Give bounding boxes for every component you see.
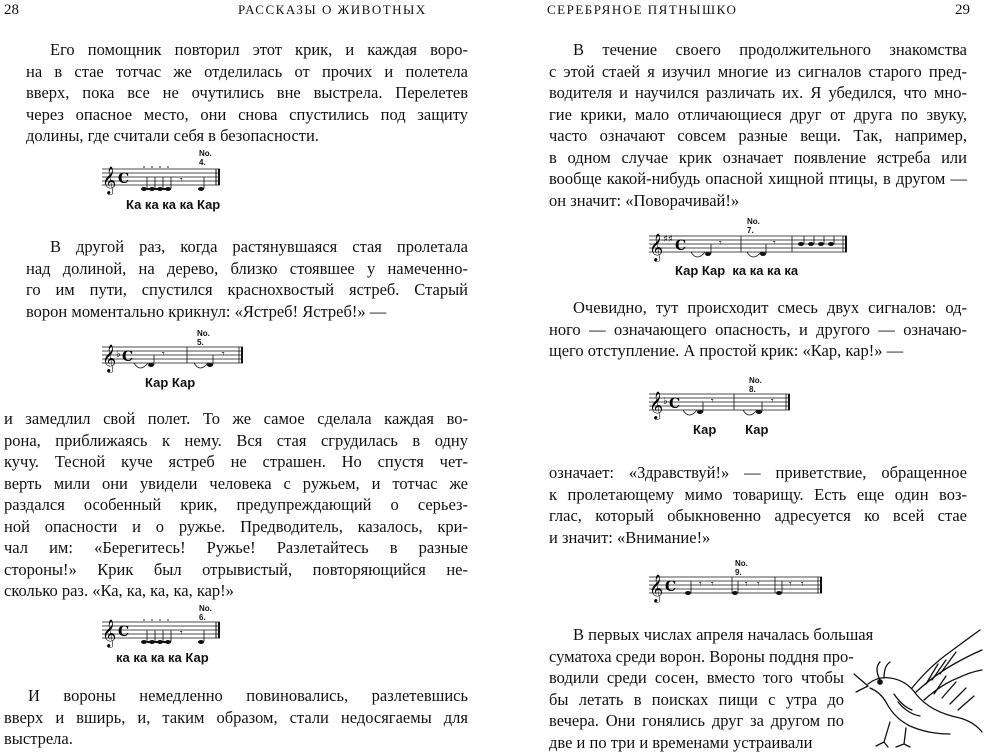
syllables: Ка ка ка ка Кар bbox=[126, 197, 220, 212]
syllables: Кар Кар bbox=[693, 422, 768, 437]
text-line: над долиной, на дерево, близко стоявшее у намеченно- bbox=[26, 258, 468, 280]
text-line: и замедлил свой полет. То же самое сделала каждая во- bbox=[4, 408, 468, 430]
running-head: СЕРЕБРЯНОЕ ПЯТНЫШКО bbox=[547, 2, 737, 18]
text-line: суматоха среди ворон. Вороны поддня про- bbox=[549, 646, 844, 668]
svg-text:𝄾: 𝄾 bbox=[771, 396, 774, 407]
text-line: стороны!» Крик был отрывистый, повторяющийся не- bbox=[4, 559, 468, 581]
page-number: 28 bbox=[4, 2, 19, 19]
svg-text:𝄾: 𝄾 bbox=[757, 579, 760, 590]
example-number: No. 6. bbox=[199, 604, 212, 622]
svg-text:C: C bbox=[675, 238, 686, 254]
text-line: водителя и научился различать их. Я убедился, что мно- bbox=[549, 82, 967, 104]
paragraph bbox=[549, 624, 844, 753]
text-line: означает: «Здравствуй!» — приветствие, обращенное bbox=[549, 462, 967, 484]
svg-text:C: C bbox=[669, 396, 680, 412]
text-line: верть мили они увидели человека с ружьем, и тотчас же bbox=[4, 473, 468, 495]
text-line: В первых числах апреля началась большая bbox=[549, 624, 844, 646]
svg-text:𝄾: 𝄾 bbox=[745, 579, 748, 590]
running-head: РАССКАЗЫ О ЖИВОТНЫХ bbox=[238, 2, 427, 18]
text-line: глас, который обыкновенно адресуется ко всей стае bbox=[549, 505, 967, 527]
svg-text:♭: ♭ bbox=[116, 349, 121, 360]
crow-illustration bbox=[850, 622, 984, 748]
page-number: 29 bbox=[955, 2, 970, 19]
text-line: вообще какой-нибудь опасной хищной птицы, в другом — bbox=[549, 168, 967, 190]
text-line: ной опасности и о ружье. Предводитель, казалось, кри- bbox=[4, 516, 468, 538]
svg-text:𝄾: 𝄾 bbox=[222, 349, 225, 360]
text-line: в одном случае крик означает появление ястреба или bbox=[549, 147, 967, 169]
svg-text:♯♯: ♯♯ bbox=[663, 234, 673, 245]
syllables: Кар Кар ка ка ка ка bbox=[675, 263, 798, 278]
left-page bbox=[0, 0, 494, 748]
example-number: No. 9. bbox=[735, 559, 748, 577]
text-line: чал им: «Берегитесь! Ружье! Разлетайтесь в разные bbox=[4, 537, 468, 559]
svg-text:𝄾: 𝄾 bbox=[699, 579, 702, 590]
svg-text:C: C bbox=[122, 349, 133, 365]
svg-text:𝄞: 𝄞 bbox=[102, 344, 116, 373]
syllables: Кар Кар bbox=[145, 375, 195, 390]
paragraph bbox=[26, 236, 468, 322]
svg-text:𝄞: 𝄞 bbox=[649, 574, 663, 603]
paragraph bbox=[549, 297, 967, 362]
text-line: ворон моментально крикнул: «Ястреб! Ястреб!» — bbox=[26, 301, 468, 323]
paragraph bbox=[4, 408, 468, 602]
svg-text:𝄞: 𝄞 bbox=[102, 166, 116, 195]
text-line: вверх, пока все не очутились вне выстрела. Перелетев bbox=[26, 82, 468, 104]
svg-text:𝄾: 𝄾 bbox=[711, 396, 714, 407]
svg-text:𝄞: 𝄞 bbox=[102, 619, 116, 648]
text-line: на в стае тотчас же отделилась от прочих и полетела bbox=[26, 61, 468, 83]
text-line: рона, приближаясь к нему. Вся стая сгрудилась в одну bbox=[4, 430, 468, 452]
text-line: часто означают совсем разные вещи. Так, например, bbox=[549, 125, 967, 147]
text-line: через опасное место, они снова спустились под защиту bbox=[26, 104, 468, 126]
text-line: Его помощник повторил этот крик, и каждая воро- bbox=[26, 39, 468, 61]
text-line: с этой стаей я изучил многие из сигналов старого пред- bbox=[549, 61, 967, 83]
svg-text:𝄾: 𝄾 bbox=[180, 628, 183, 639]
text-line: водили среди сосен, вместо того чтобы bbox=[549, 667, 844, 689]
svg-text:𝄾: 𝄾 bbox=[719, 238, 722, 249]
svg-text:𝄾: 𝄾 bbox=[773, 238, 776, 249]
text-line: вечера. Они гонялись друг за другом по bbox=[549, 710, 844, 732]
example-number: No. 4. bbox=[199, 149, 212, 167]
svg-text:♭: ♭ bbox=[663, 396, 668, 407]
svg-text:𝄾: 𝄾 bbox=[801, 579, 804, 590]
right-page bbox=[495, 0, 989, 748]
svg-text:𝄾: 𝄾 bbox=[711, 579, 714, 590]
syllables: ка ка ка ка Кар bbox=[116, 650, 209, 665]
text-line: бы летать в поисках пищи с утра до bbox=[549, 689, 844, 711]
svg-text:𝄾: 𝄾 bbox=[162, 349, 165, 360]
text-line: долины, где считали себя в безопасности. bbox=[26, 125, 468, 147]
text-line: гие крики, мало отличающиеся друг от друга по звуку, bbox=[549, 104, 967, 126]
example-number: No. 5. bbox=[197, 329, 210, 347]
text-line: две и по три и временами устраивали bbox=[549, 732, 844, 753]
paragraph bbox=[4, 685, 468, 750]
example-number: No. 7. bbox=[747, 217, 760, 235]
svg-text:C: C bbox=[665, 579, 676, 595]
text-line: к пролетающему мимо товарищу. Есть еще один воз- bbox=[549, 484, 967, 506]
paragraph bbox=[549, 462, 967, 548]
text-line: выстрела. bbox=[4, 728, 468, 750]
text-line: он значит: «Поворачивай!» bbox=[549, 190, 967, 212]
svg-text:𝄾: 𝄾 bbox=[789, 579, 792, 590]
text-line: щего отступление. А простой крик: «Кар, кар!» — bbox=[549, 340, 967, 362]
text-line: го им пути, спустился краснохвостый ястреб. Старый bbox=[26, 279, 468, 301]
text-line: И вороны немедленно повиновались, разлетевшись bbox=[4, 685, 468, 707]
text-line: вверх и вширь, и, таким образом, стали недосягаемы для bbox=[4, 707, 468, 729]
svg-text:𝄾: 𝄾 bbox=[180, 175, 183, 186]
example-number: No. 8. bbox=[749, 376, 762, 394]
svg-text:C: C bbox=[118, 171, 129, 187]
svg-text:C: C bbox=[118, 624, 129, 640]
text-line: Очевидно, тут происходит смесь двух сигналов: од- bbox=[549, 297, 967, 319]
text-line: сколько раз. «Ка, ка, ка, ка, кар!» bbox=[4, 580, 468, 602]
staff-notation bbox=[647, 569, 827, 613]
text-line: и значит: «Внимание!» bbox=[549, 527, 967, 549]
svg-text:𝄞: 𝄞 bbox=[649, 233, 663, 262]
text-line: В течение своего продолжительного знакомства bbox=[549, 39, 967, 61]
paragraph bbox=[26, 39, 468, 147]
svg-text:𝄞: 𝄞 bbox=[649, 391, 663, 420]
text-line: ного — означающего опасность, и другого — означаю- bbox=[549, 319, 967, 341]
paragraph bbox=[549, 39, 967, 211]
text-line: раздался особенный крик, предупреждающий о серьез- bbox=[4, 494, 468, 516]
text-line: В другой раз, когда растянувшаяся стая пролетала bbox=[26, 236, 468, 258]
text-line: кучу. Тесной куче ястреб не страшен. Но спустя чет- bbox=[4, 451, 468, 473]
